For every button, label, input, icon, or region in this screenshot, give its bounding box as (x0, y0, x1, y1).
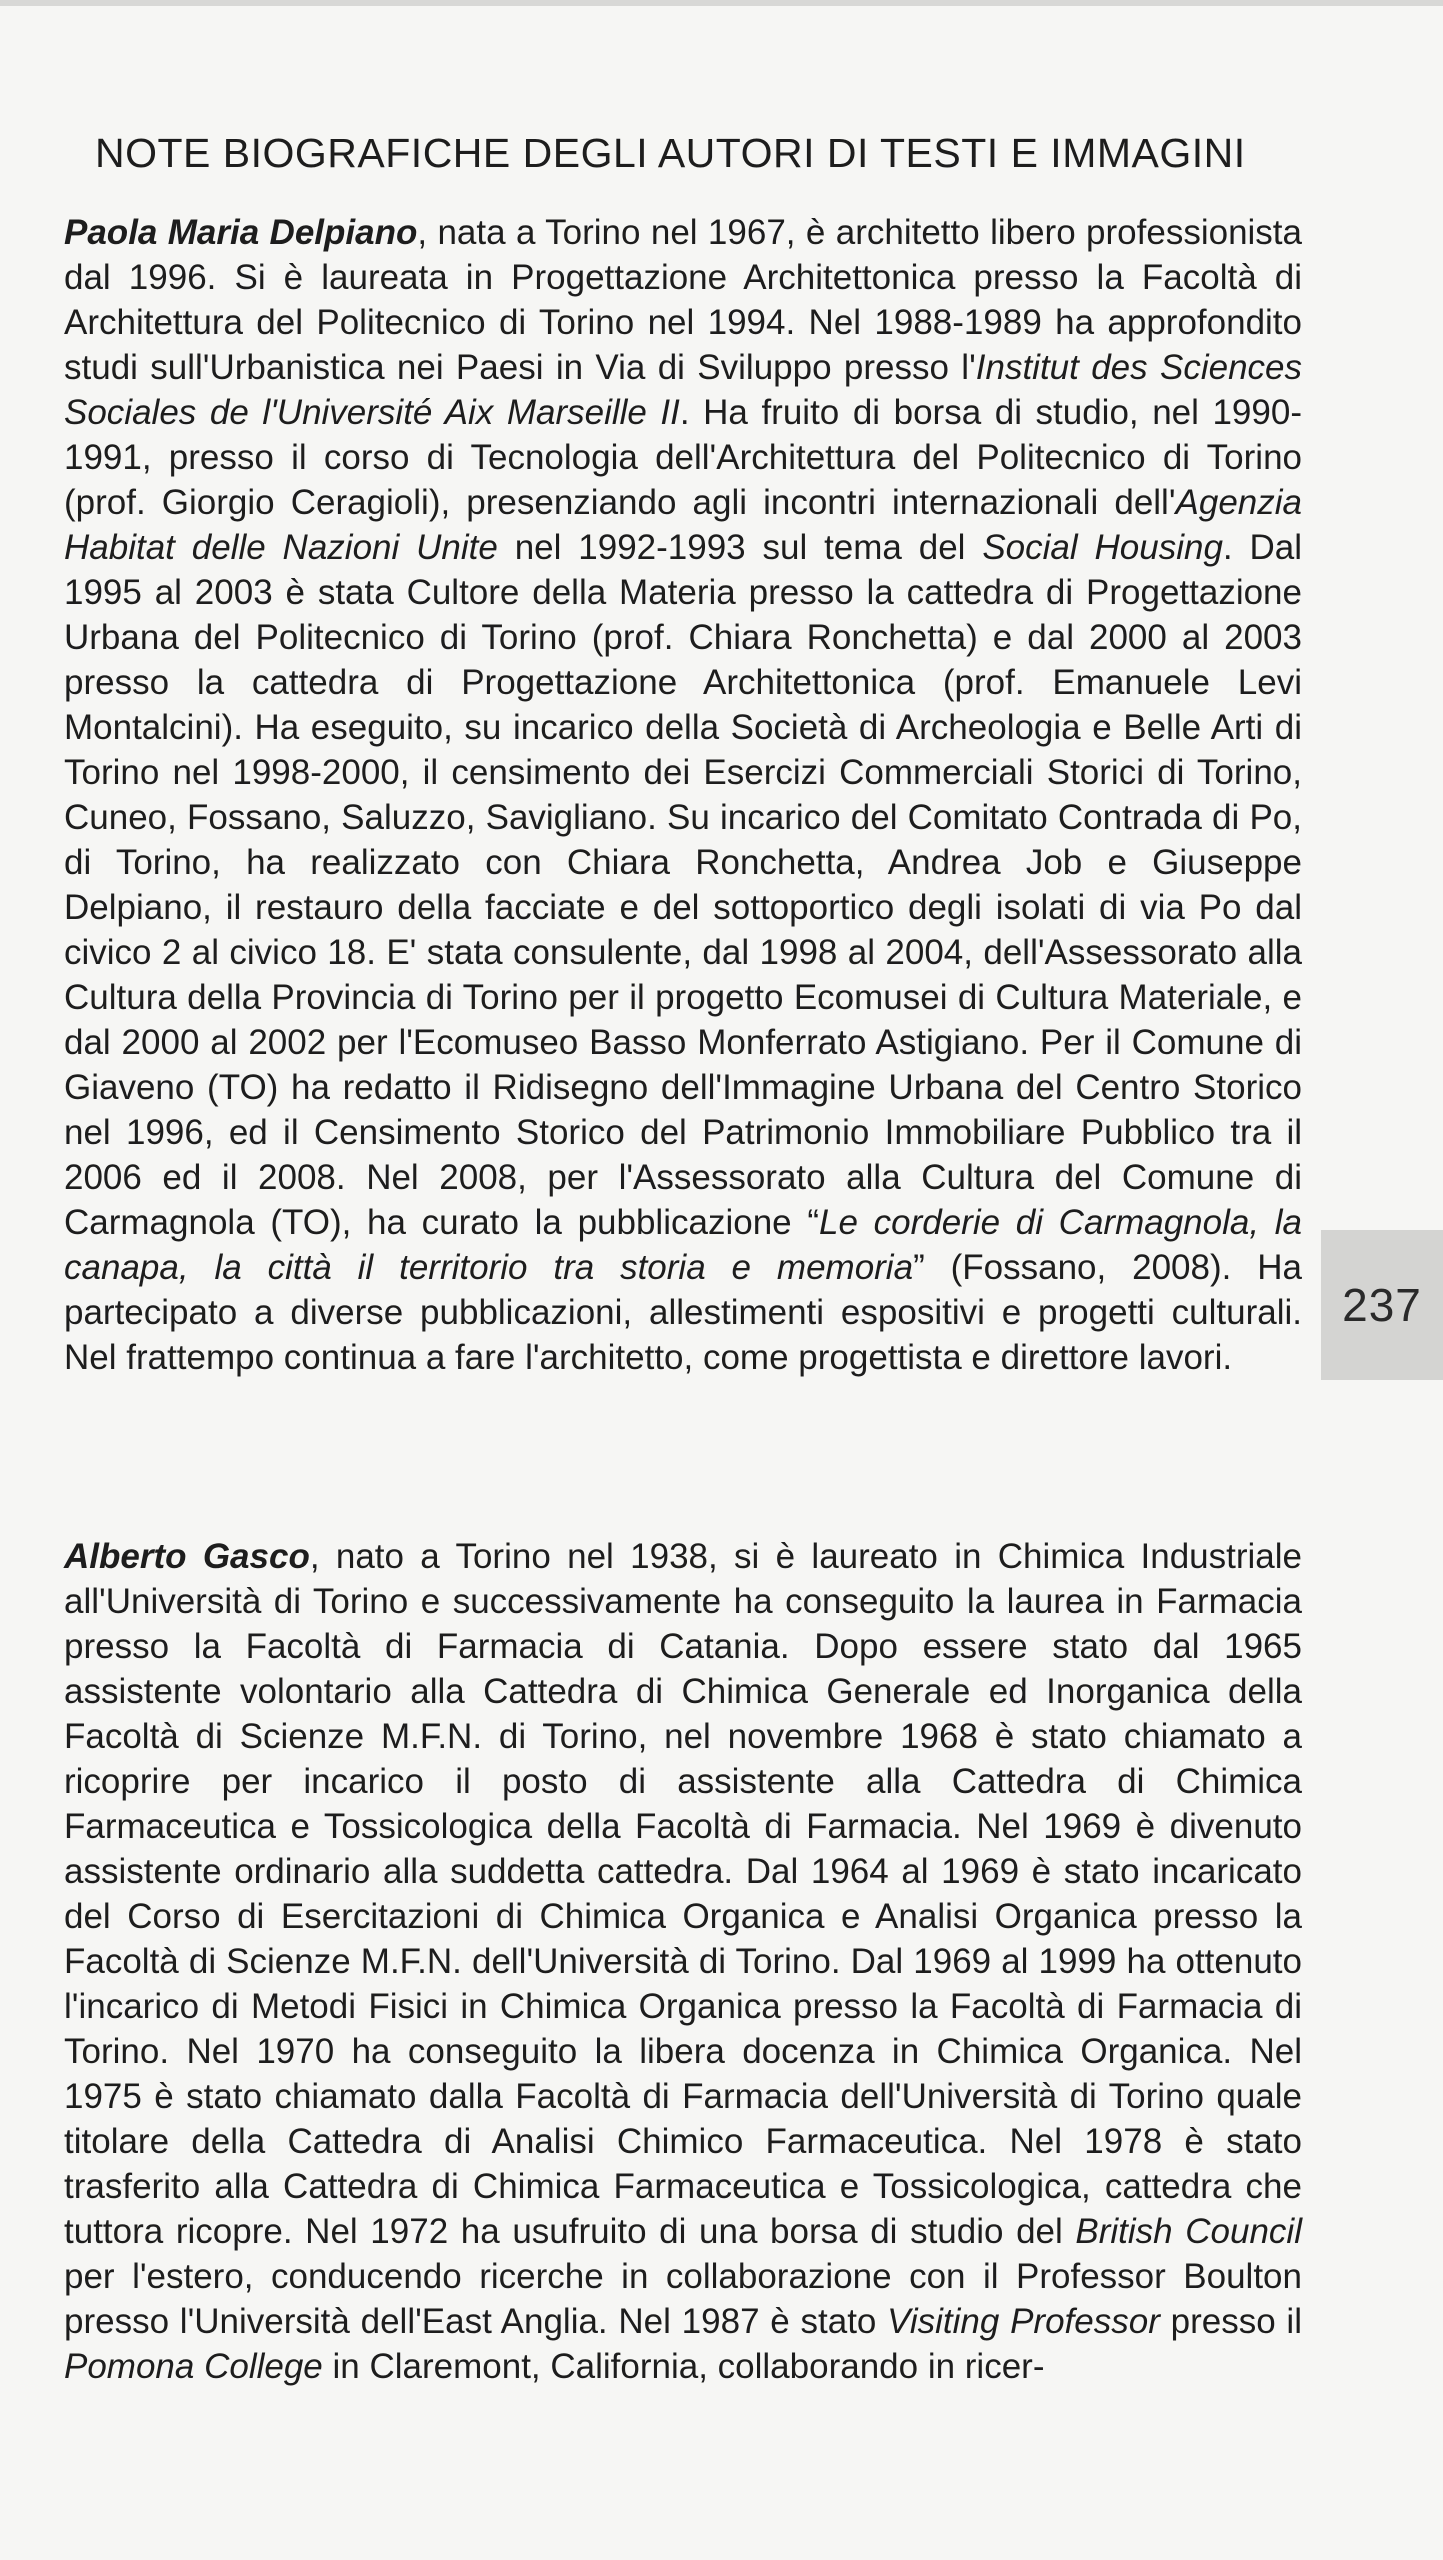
bio-text: ” (Fossano, 2008). Ha partecipato a diverse pubblicazioni, allestimenti espositivi e progetti culturali. Nel frattempo continua a fare l'architetto, come progettista e direttore lavori. (64, 1248, 1302, 1377)
bio-text-italic: Le corderie di Carmagnola, la canapa, la città il territorio tra storia e memoria (64, 1203, 1302, 1287)
top-rule (0, 0, 1443, 6)
page-heading: NOTE BIOGRAFICHE DEGLI AUTORI DI TESTI E IMMAGINI (95, 130, 1246, 176)
bio-text: per l'estero, conducendo ricerche in collaborazione con il Professor Boulton presso l'Università dell'East Anglia. Nel 1987 è stato (64, 2257, 1302, 2341)
bio-author-name: Alberto Gasco (64, 1537, 310, 1576)
bio-paragraph-gasco (64, 1534, 1302, 2389)
bio-text-italic: British Council (1075, 2212, 1302, 2251)
bio-text: presso il (1159, 2302, 1302, 2341)
bio-author-name: Paola Maria Delpiano (64, 213, 418, 252)
bio-text-italic: Institut des Sciences Sociales de l'Université Aix Marseille II (64, 348, 1303, 432)
page-number: 237 (1342, 1279, 1422, 1331)
bio-paragraph-delpiano (64, 210, 1302, 1380)
bio-text: , nato a Torino nel 1938, si è laureato in Chimica Industriale all'Università di Torino e successivamente ha conseguito la laurea in Farmacia presso la Facoltà di Farmacia di Catania. Dopo essere stato dal 1965 assistente volontario alla Cattedra di Chimica Generale ed Inorganica della Facoltà di Scienze M.F.N. di Torino, nel novembre 1968 è stato chiamato a ricoprire per incarico il posto di assistente alla Cattedra di Chimica Farmaceutica e Tossicologica della Facoltà di Farmacia. Nel 1969 è divenuto assistente ordinario alla suddetta cattedra. Dal 1964 al 1969 è stato incaricato del Corso di Esercitazioni di Chimica Organica e Analisi Organica presso la Facoltà di Scienze M.F.N. dell'Università di Torino. Dal 1969 al 1999 ha ottenuto l'incarico di Metodi Fisici in Chimica Organica presso la Facoltà di Farmacia di Torino. Nel 1970 ha conseguito la libera docenza in Chimica Organica. Nel 1975 è stato chiamato dalla Facoltà di Farmacia dell'Università di Torino quale titolare della Cattedra di Analisi Chimico Farmaceutica. Nel 1978 è stato trasferito alla Cattedra di Chimica Farmaceutica e Tossicologica, cattedra che tuttora ricopre. Nel 1972 ha usufruito di una borsa di studio del (64, 1537, 1302, 2251)
bio-text-italic: Agenzia Habitat delle Nazioni Unite (64, 483, 1302, 567)
page-number-tab (1321, 1230, 1443, 1380)
bio-text: . Dal 1995 al 2003 è stata Cultore della Materia presso la cattedra di Progettazione Urbana del Politecnico di Torino (prof. Chiara Ronchetta) e dal 2000 al 2003 presso la cattedra di Progettazione Architettonica (prof. Emanuele Levi Montalcini). Ha eseguito, su incarico della Società di Archeologia e Belle Arti di Torino nel 1998-2000, il censimento dei Esercizi Commerciali Storici di Torino, Cuneo, Fossano, Saluzzo, Savigliano. Su incarico del Comitato Contrada di Po, di Torino, ha realizzato con Chiara Ronchetta, Andrea Job e Giuseppe Delpiano, il restauro della facciate e del sottoportico degli isolati di via Po dal civico 2 al civico 18. E' stata consulente, dal 1998 al 2004, dell'Assessorato alla Cultura della Provincia di Torino per il progetto Ecomusei di Cultura Materiale, e dal 2000 al 2002 per l'Ecomuseo Basso Monferrato Astigiano. Per il Comune di Giaveno (TO) ha redatto il Ridisegno dell'Immagine Urbana del Centro Storico nel 1996, ed il Censimento Storico del Patrimonio Immobiliare Pubblico tra il 2006 ed il 2008. Nel 2008, per l'Assessorato alla Cultura del Comune di Carmagnola (TO), ha curato la pubblicazione “ (64, 528, 1303, 1242)
bio-text-italic: Social Housing (982, 528, 1223, 567)
bio-text: nel 1992-1993 sul tema del (497, 528, 983, 567)
bio-text-italic: Visiting Professor (887, 2302, 1160, 2341)
bio-text: in Claremont, California, collaborando in ricer- (322, 2347, 1045, 2386)
bio-text-italic: Pomona College (64, 2347, 323, 2386)
bio-text: . Ha fruito di borsa di studio, nel 1990-1991, presso il corso di Tecnologia dell'Architettura del Politecnico di Torino (prof. Giorgio Ceragioli), presenziando agli incontri internazionali dell' (64, 393, 1302, 522)
bio-text: , nata a Torino nel 1967, è architetto libero professionista dal 1996. Si è laureata in Progettazione Architettonica presso la Facoltà di Architettura del Politecnico di Torino nel 1994. Nel 1988-1989 ha approfondito studi sull'Urbanistica nei Paesi in Via di Sviluppo presso l' (64, 213, 1302, 387)
